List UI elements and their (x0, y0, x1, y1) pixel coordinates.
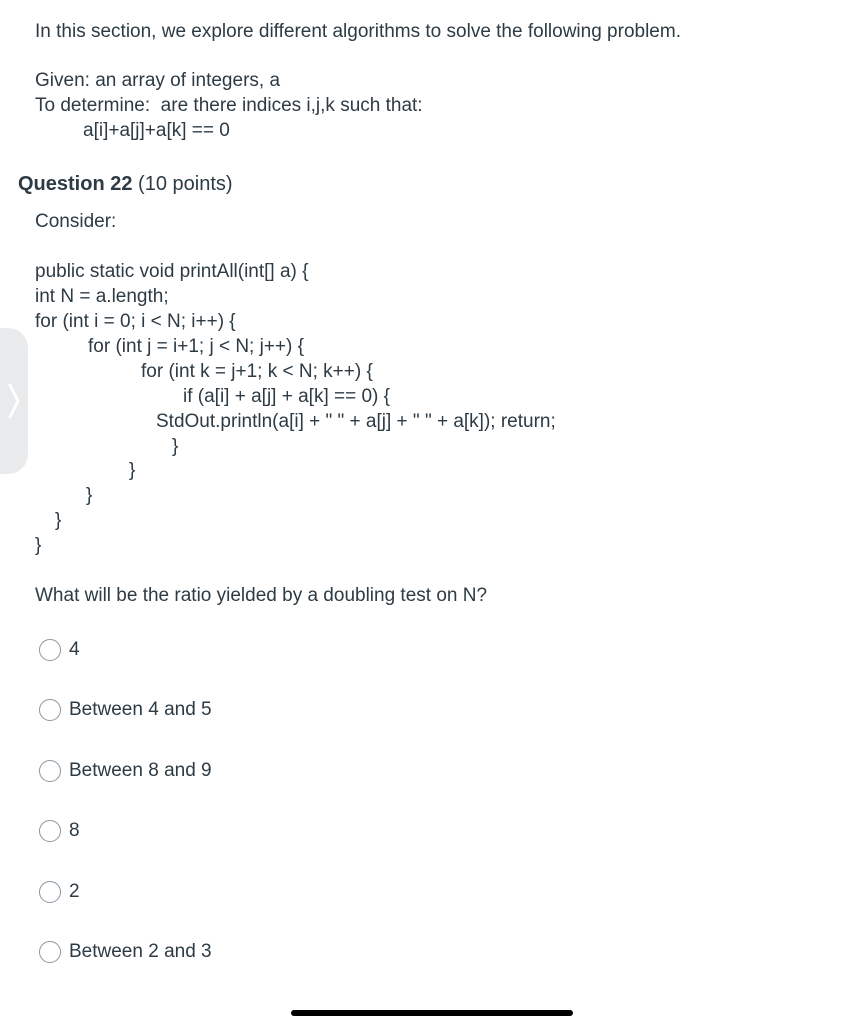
radio-button[interactable] (39, 820, 61, 842)
code-line: for (int k = j+1; k < N; k++) { (141, 361, 373, 382)
answer-choice-label: Between 2 and 3 (69, 941, 212, 962)
intro-text: In this section, we explore different algorithms to solve the following problem. (35, 21, 681, 42)
given-text: Given: an array of integers, a (35, 70, 281, 91)
answer-choice-label: Between 4 and 5 (69, 699, 212, 720)
radio-button[interactable] (39, 699, 61, 721)
code-line: for (int i = 0; i < N; i++) { (35, 311, 236, 332)
question-prompt: What will be the ratio yielded by a doubling test on N? (35, 585, 488, 606)
question-header (18, 173, 233, 196)
question-number: Question 22 (18, 173, 133, 195)
radio-button[interactable] (39, 881, 61, 903)
code-line: } (172, 436, 179, 457)
equation-text: a[i]+a[j]+a[k] == 0 (83, 120, 230, 141)
code-line: for (int j = i+1; j < N; j++) { (88, 336, 304, 357)
code-line: StdOut.println(a[i] + " " + a[j] + " " + a[k]); return; (156, 411, 556, 432)
answer-choice-4[interactable] (39, 639, 80, 661)
answer-choice-label: 2 (69, 881, 80, 902)
answer-choice-label: 4 (69, 639, 80, 660)
answer-choice-between-4-and-5[interactable] (39, 699, 212, 721)
determine-text: To determine: are there indices i,j,k such that: (35, 95, 423, 116)
answer-choice-8[interactable] (39, 820, 80, 842)
radio-button[interactable] (39, 941, 61, 963)
chevron-right-icon (7, 381, 21, 421)
code-line: } (55, 510, 62, 531)
code-line: public static void printAll(int[] a) { (35, 261, 309, 282)
answer-choice-between-8-and-9[interactable] (39, 760, 212, 782)
radio-button[interactable] (39, 760, 61, 782)
code-line: } (129, 460, 136, 481)
answer-choice-2[interactable] (39, 881, 80, 903)
question-points: (10 points) (132, 173, 233, 195)
code-line: if (a[i] + a[j] + a[k] == 0) { (183, 386, 390, 407)
code-line: } (35, 535, 42, 556)
code-line: } (86, 485, 93, 506)
side-panel-toggle[interactable] (0, 328, 28, 474)
answer-choice-between-2-and-3[interactable] (39, 941, 212, 963)
home-indicator[interactable] (291, 1010, 573, 1016)
radio-button[interactable] (39, 639, 61, 661)
consider-label: Consider: (35, 211, 117, 232)
answer-choice-label: Between 8 and 9 (69, 760, 212, 781)
answer-choice-label: 8 (69, 820, 80, 841)
code-line: int N = a.length; (35, 286, 169, 307)
